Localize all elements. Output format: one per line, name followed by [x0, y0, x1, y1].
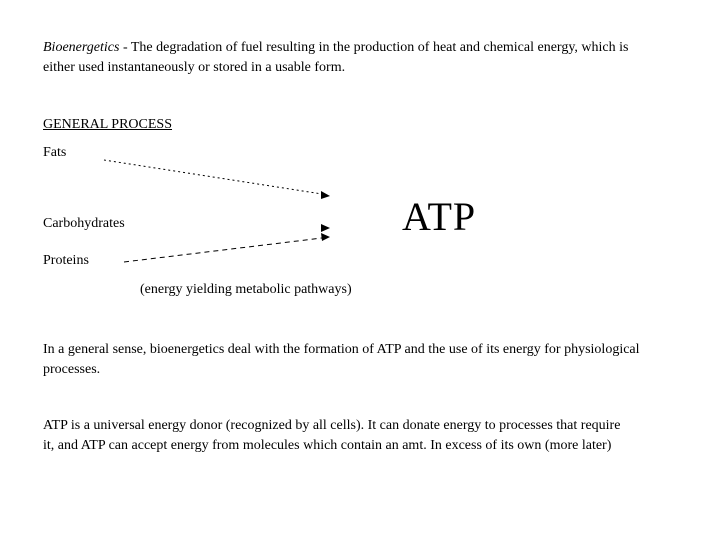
atp-product: ATP: [402, 194, 477, 239]
fats-arrow-line: [104, 160, 322, 194]
proteins-arrow-line: [124, 238, 322, 262]
section-heading: GENERAL PROCESS: [43, 117, 173, 132]
fuel-proteins: Proteins: [43, 253, 89, 268]
proteins-arrow-head: [321, 233, 330, 241]
fuel-carbohydrates: Carbohydrates: [43, 216, 125, 231]
definition-term: Bioenergetics: [43, 40, 120, 55]
energy-donor-paragraph: ATP is a universal energy donor (recognized by all cells). It can donate energy to processes that require it, and ATP can accept energy from molecules which contain an amt. In excess of its own (more later): [43, 418, 621, 453]
fats-arrow-head: [321, 191, 330, 199]
definition-text: - The degradation of fuel resulting in the production of heat and chemical energy, which is either used instantaneously or stored in a usable form.: [43, 40, 629, 75]
carbohydrates-arrow-head: [321, 224, 330, 232]
pathway-note: (energy yielding metabolic pathways): [140, 282, 352, 297]
formation-paragraph: In a general sense, bioenergetics deal with the formation of ATP and the use of its energy for physiological processes.: [43, 342, 640, 377]
fuel-fats: Fats: [43, 145, 67, 160]
